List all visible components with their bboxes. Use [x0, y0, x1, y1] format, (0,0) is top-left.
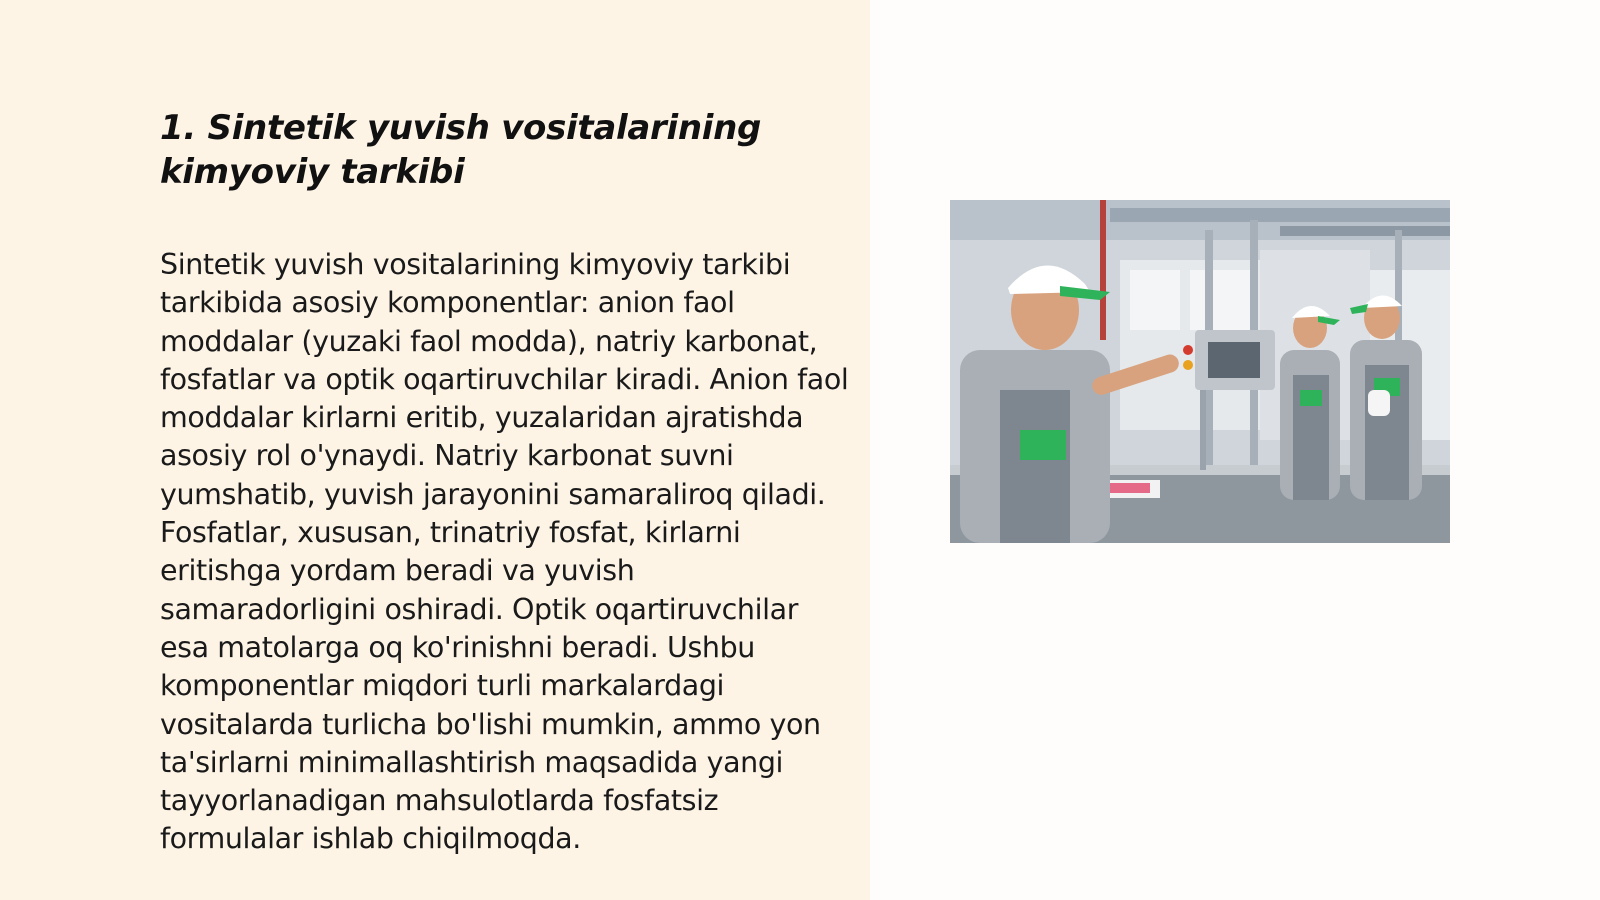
photo-illustration — [950, 200, 1450, 543]
factory-workers-photo — [950, 200, 1450, 543]
title-line-1: 1. Sintetik yuvish vositalarining — [160, 108, 762, 148]
title-line-2: kimyoviy tarkibi — [160, 152, 465, 192]
slide-title — [160, 106, 840, 194]
slide-body-text: Sintetik yuvish vositalarining kimyoviy tarkibi tarkibida asosiy komponentlar: anion faol moddalar (yuzaki faol modda), natriy karbonat, fosfatlar va optik oqartiruvchilar kiradi. Anion faol moddalar kirlarni eritib, yuzalaridan ajratishda asosiy rol o'ynaydi. Natriy karbonat suvni yumshatib, yuvish jarayonini samaraliroq qiladi. Fosfatlar, xususan, trinatriy fosfat, kirlarni eritishga yordam beradi va yuvish samaradorligini oshiradi. Optik oqartiruvchilar esa matolarga oq ko'rinishni beradi. Ushbu komponentlar miqdori turli markalardagi vositalarda turlicha bo'lishi mumkin, ammo yon ta'sirlarni minimallashtirish maqsadida yangi tayyorlanadigan mahsulotlarda fosfatsiz formulalar ishlab chiqilmoqda. — [160, 248, 849, 856]
